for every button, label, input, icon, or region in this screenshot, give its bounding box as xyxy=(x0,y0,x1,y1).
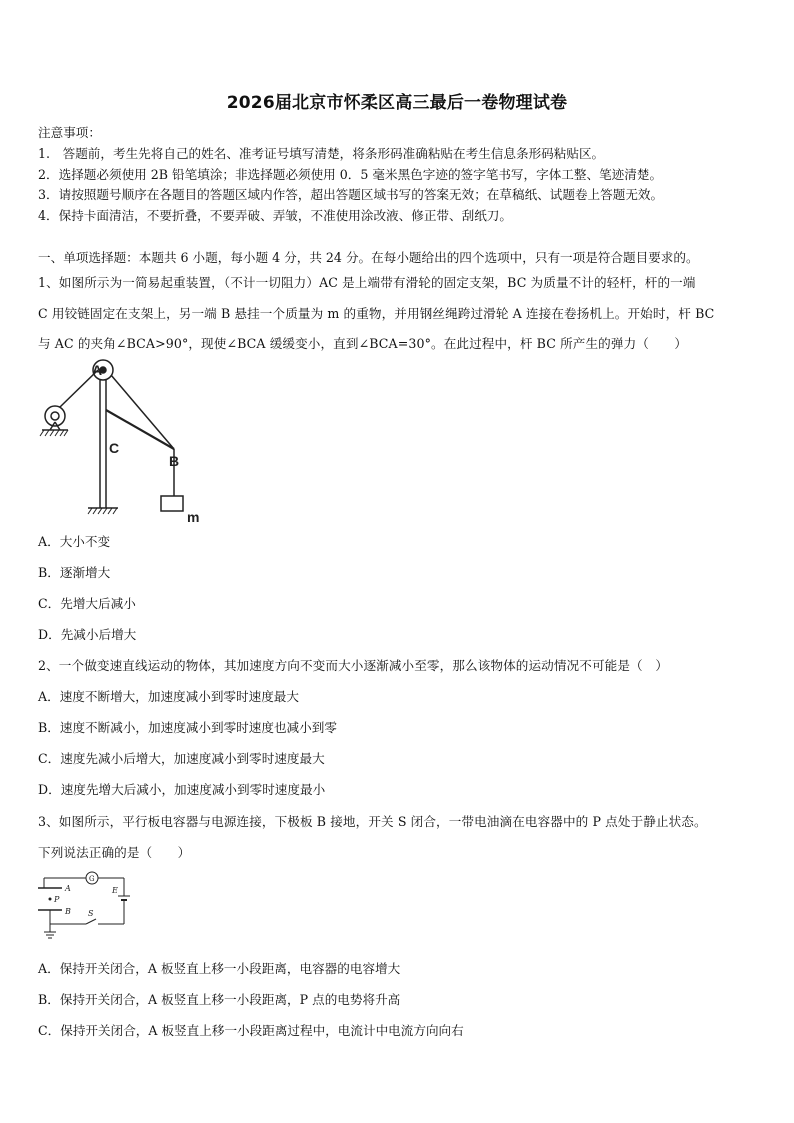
bottom-ground-hatch xyxy=(88,508,117,514)
q1-stem-line-2: C 用铰链固定在支架上，另一端 B 悬挂一个质量为 m 的重物，并用钢丝绳跨过滑轮 A 连接在卷扬机上。开始时，杆 BC xyxy=(38,306,715,321)
q1-crane-figure xyxy=(38,358,218,528)
page-title: 2026届北京市怀柔区高三最后一卷物理试卷 xyxy=(226,93,568,113)
note-item-4: 4．保持卡面清洁，不要折叠，不要弄破、弄皱，不准使用涂改液、修正带、刮纸刀。 xyxy=(38,208,512,223)
q3-option-b[interactable]: B．保持开关闭合，A 板竖直上移一小段距离，P 点的电势将升高 xyxy=(38,992,401,1007)
label-e: E xyxy=(112,886,118,895)
q2-option-a[interactable]: A．速度不断增大，加速度减小到零时速度最大 xyxy=(38,689,299,704)
q1-option-a[interactable]: A．大小不变 xyxy=(38,534,111,549)
label-c: C xyxy=(109,440,120,456)
mass-block xyxy=(161,496,183,511)
label-a: A xyxy=(92,362,103,378)
note-item-1: 1. 答题前，考生先将自己的姓名、准考证号填写清楚，将条形码准确粘贴在考生信息条形码粘贴区。 xyxy=(38,146,605,161)
q2-option-b[interactable]: B．速度不断减小，加速度减小到零时速度也减小到零 xyxy=(38,720,337,735)
label-b: B xyxy=(65,907,71,916)
label-b: B xyxy=(169,453,180,469)
notes-heading: 注意事项： xyxy=(38,125,101,140)
q3-stem-line-1: 3、如图所示，平行板电容器与电源连接，下极板 B 接地，开关 S 闭合，一带电油滴在电容器中的 P 点处于静止状态。 xyxy=(38,814,707,829)
label-a: A xyxy=(65,884,71,893)
label-s: S xyxy=(88,909,94,918)
q1-option-d[interactable]: D．先减小后增大 xyxy=(38,627,137,642)
q1-stem-line-1: 1、如图所示为一简易起重装置，（不计一切阻力）AC 是上端带有滑轮的固定支架，BC 为质量不计的轻杆，杆的一端 xyxy=(38,275,696,290)
q2-stem: 2、一个做变速直线运动的物体，其加速度方向不变而大小逐渐减小至零，那么该物体的运动情况不可能是（ ） xyxy=(38,658,669,673)
label-p: P xyxy=(54,895,60,904)
section-heading: 一、单项选择题：本题共 6 小题，每小题 4 分，共 24 分。在每小题给出的四个选项中，只有一项是符合题目要求的。 xyxy=(38,250,699,265)
q2-option-d[interactable]: D．速度先增大后减小，加速度减小到零时速度最小 xyxy=(38,782,326,797)
q1-option-c[interactable]: C．先增大后减小 xyxy=(38,596,136,611)
left-ground-hatch xyxy=(40,430,68,436)
q1-option-b[interactable]: B．逐渐增大 xyxy=(38,565,111,580)
q3-circuit-figure xyxy=(38,866,138,946)
note-item-3: 3．请按照题号顺序在各题目的答题区域内作答，超出答题区域书写的答案无效；在草稿纸、试题卷上答题无效。 xyxy=(38,187,664,202)
q3-option-a[interactable]: A．保持开关闭合，A 板竖直上移一小段距离，电容器的电容增大 xyxy=(38,961,401,976)
winch-drum-inner xyxy=(51,412,59,420)
label-m: m xyxy=(187,509,200,525)
note-item-2: 2．选择题必须使用 2B 铅笔填涂；非选择题必须使用 0．5 毫米黑色字迹的签字笔书写，字体工整、笔迹清楚。 xyxy=(38,167,663,182)
switch-lever xyxy=(86,919,96,924)
q3-option-c[interactable]: C．保持开关闭合，A 板竖直上移一小段距离过程中，电流计中电流方向向右 xyxy=(38,1023,464,1038)
oil-drop-point xyxy=(49,898,52,901)
label-g: G xyxy=(89,875,95,883)
q2-option-c[interactable]: C．速度先减小后增大，加速度减小到零时速度最大 xyxy=(38,751,325,766)
q3-stem-line-2: 下列说法正确的是（ ） xyxy=(38,845,191,860)
rope-pulley-to-b xyxy=(111,375,174,449)
q1-stem-line-3: 与 AC 的夹角∠BCA>90°，现使∠BCA 缓缓变小，直到∠BCA=30°。在此过程中，杆 BC 所产生的弹力（ ） xyxy=(38,336,688,351)
